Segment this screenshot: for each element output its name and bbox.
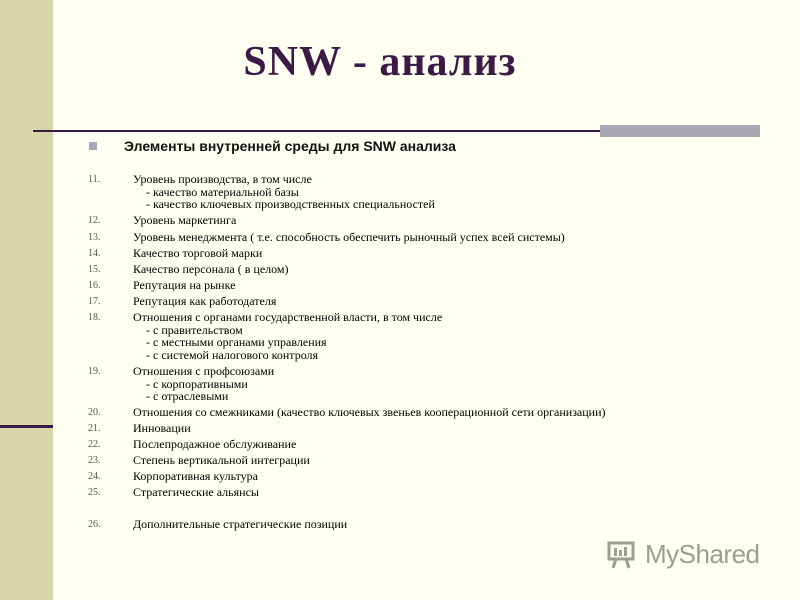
presentation-board-icon bbox=[607, 539, 637, 569]
list-item-number: 26. bbox=[88, 519, 101, 530]
list-item-subline: - с системой налогового контроля bbox=[146, 347, 319, 362]
list-item-subline: - с корпоративными bbox=[146, 376, 248, 391]
list-item-text bbox=[133, 263, 289, 276]
list-item-text bbox=[133, 365, 274, 403]
list-item-number: 19. bbox=[88, 366, 101, 377]
list-item-text bbox=[133, 422, 191, 435]
list-item-number: 20. bbox=[88, 407, 101, 418]
list-item-line: Качество персонала ( в целом) bbox=[133, 262, 289, 276]
left-sidebar-band bbox=[0, 0, 53, 600]
list-item-line: Качество торговой марки bbox=[133, 246, 263, 260]
list-item-line: Репутация на рынке bbox=[133, 278, 236, 292]
list-item-line: Стратегические альянсы bbox=[133, 485, 259, 499]
list-item-text bbox=[133, 173, 435, 211]
title-divider-line bbox=[33, 130, 600, 132]
list-item-text bbox=[133, 247, 262, 260]
list-item-number: 12. bbox=[88, 215, 101, 226]
list-item-number: 13. bbox=[88, 232, 101, 243]
list-item-line: Отношения со смежниками (качество ключевых звеньев кооперационной сети организации) bbox=[133, 405, 606, 419]
list-item-text bbox=[133, 406, 606, 419]
list-item-subline: - с правительством bbox=[146, 322, 243, 337]
list-item-text bbox=[133, 454, 310, 467]
list-item-line: Уровень менеджмента ( т.е. способность обеспечить рыночный успех всей системы) bbox=[133, 230, 565, 244]
list-item-line: Репутация как работодателя bbox=[133, 294, 277, 308]
list-item-line: Корпоративная культура bbox=[133, 469, 258, 483]
watermark-logo bbox=[607, 537, 767, 573]
list-item-number: 16. bbox=[88, 280, 101, 291]
list-item-number: 23. bbox=[88, 455, 101, 466]
list-item-number: 21. bbox=[88, 423, 101, 434]
list-item-line: Инновации bbox=[133, 421, 191, 435]
list-item-number: 25. bbox=[88, 487, 101, 498]
list-item-text bbox=[133, 231, 565, 244]
list-item-text bbox=[133, 311, 442, 361]
list-item-line: Дополнительные стратегические позиции bbox=[133, 517, 348, 531]
list-item-subline: - с отраслевыми bbox=[146, 389, 229, 403]
list-item-number: 24. bbox=[88, 471, 101, 482]
title-divider-block bbox=[600, 125, 760, 137]
list-item-number: 11. bbox=[88, 174, 101, 185]
list-item-text bbox=[133, 486, 259, 499]
list-item-text bbox=[133, 518, 347, 531]
list-item-number: 22. bbox=[88, 439, 101, 450]
list-item-line: Отношения с органами государственной власти, в том числе bbox=[133, 310, 443, 324]
list-item-line: Отношения с профсоюзами bbox=[133, 364, 275, 378]
list-item-text bbox=[133, 470, 258, 483]
list-item-line: Степень вертикальной интеграции bbox=[133, 453, 310, 467]
section-heading bbox=[89, 138, 456, 154]
list-item-subline: - качество материальной базы bbox=[146, 184, 299, 199]
list-item-number: 18. bbox=[88, 312, 101, 323]
list-item-line: Уровень маркетинга bbox=[133, 213, 237, 227]
section-heading-text: Элементы внутренней среды для SNW анализа bbox=[124, 138, 456, 154]
list-item-text bbox=[133, 279, 235, 292]
square-bullet-icon bbox=[89, 142, 97, 150]
list-item-line: Уровень производства, в том числе bbox=[133, 172, 312, 186]
logo-wordmark: MyShared bbox=[645, 539, 760, 569]
list-item-number: 15. bbox=[88, 264, 101, 275]
list-item-text bbox=[133, 295, 276, 308]
list-item-subline: - качество ключевых производственных специальностей bbox=[146, 197, 435, 211]
list-item-line: Послепродажное обслуживание bbox=[133, 437, 297, 451]
list-item-number: 14. bbox=[88, 248, 101, 259]
list-item-number: 17. bbox=[88, 296, 101, 307]
list-item-subline: - с местными органами управления bbox=[146, 335, 327, 349]
list-item-text bbox=[133, 214, 236, 227]
list-item-text bbox=[133, 438, 296, 451]
slide-title: SNW - анализ bbox=[243, 39, 517, 85]
sidebar-divider bbox=[0, 425, 53, 428]
